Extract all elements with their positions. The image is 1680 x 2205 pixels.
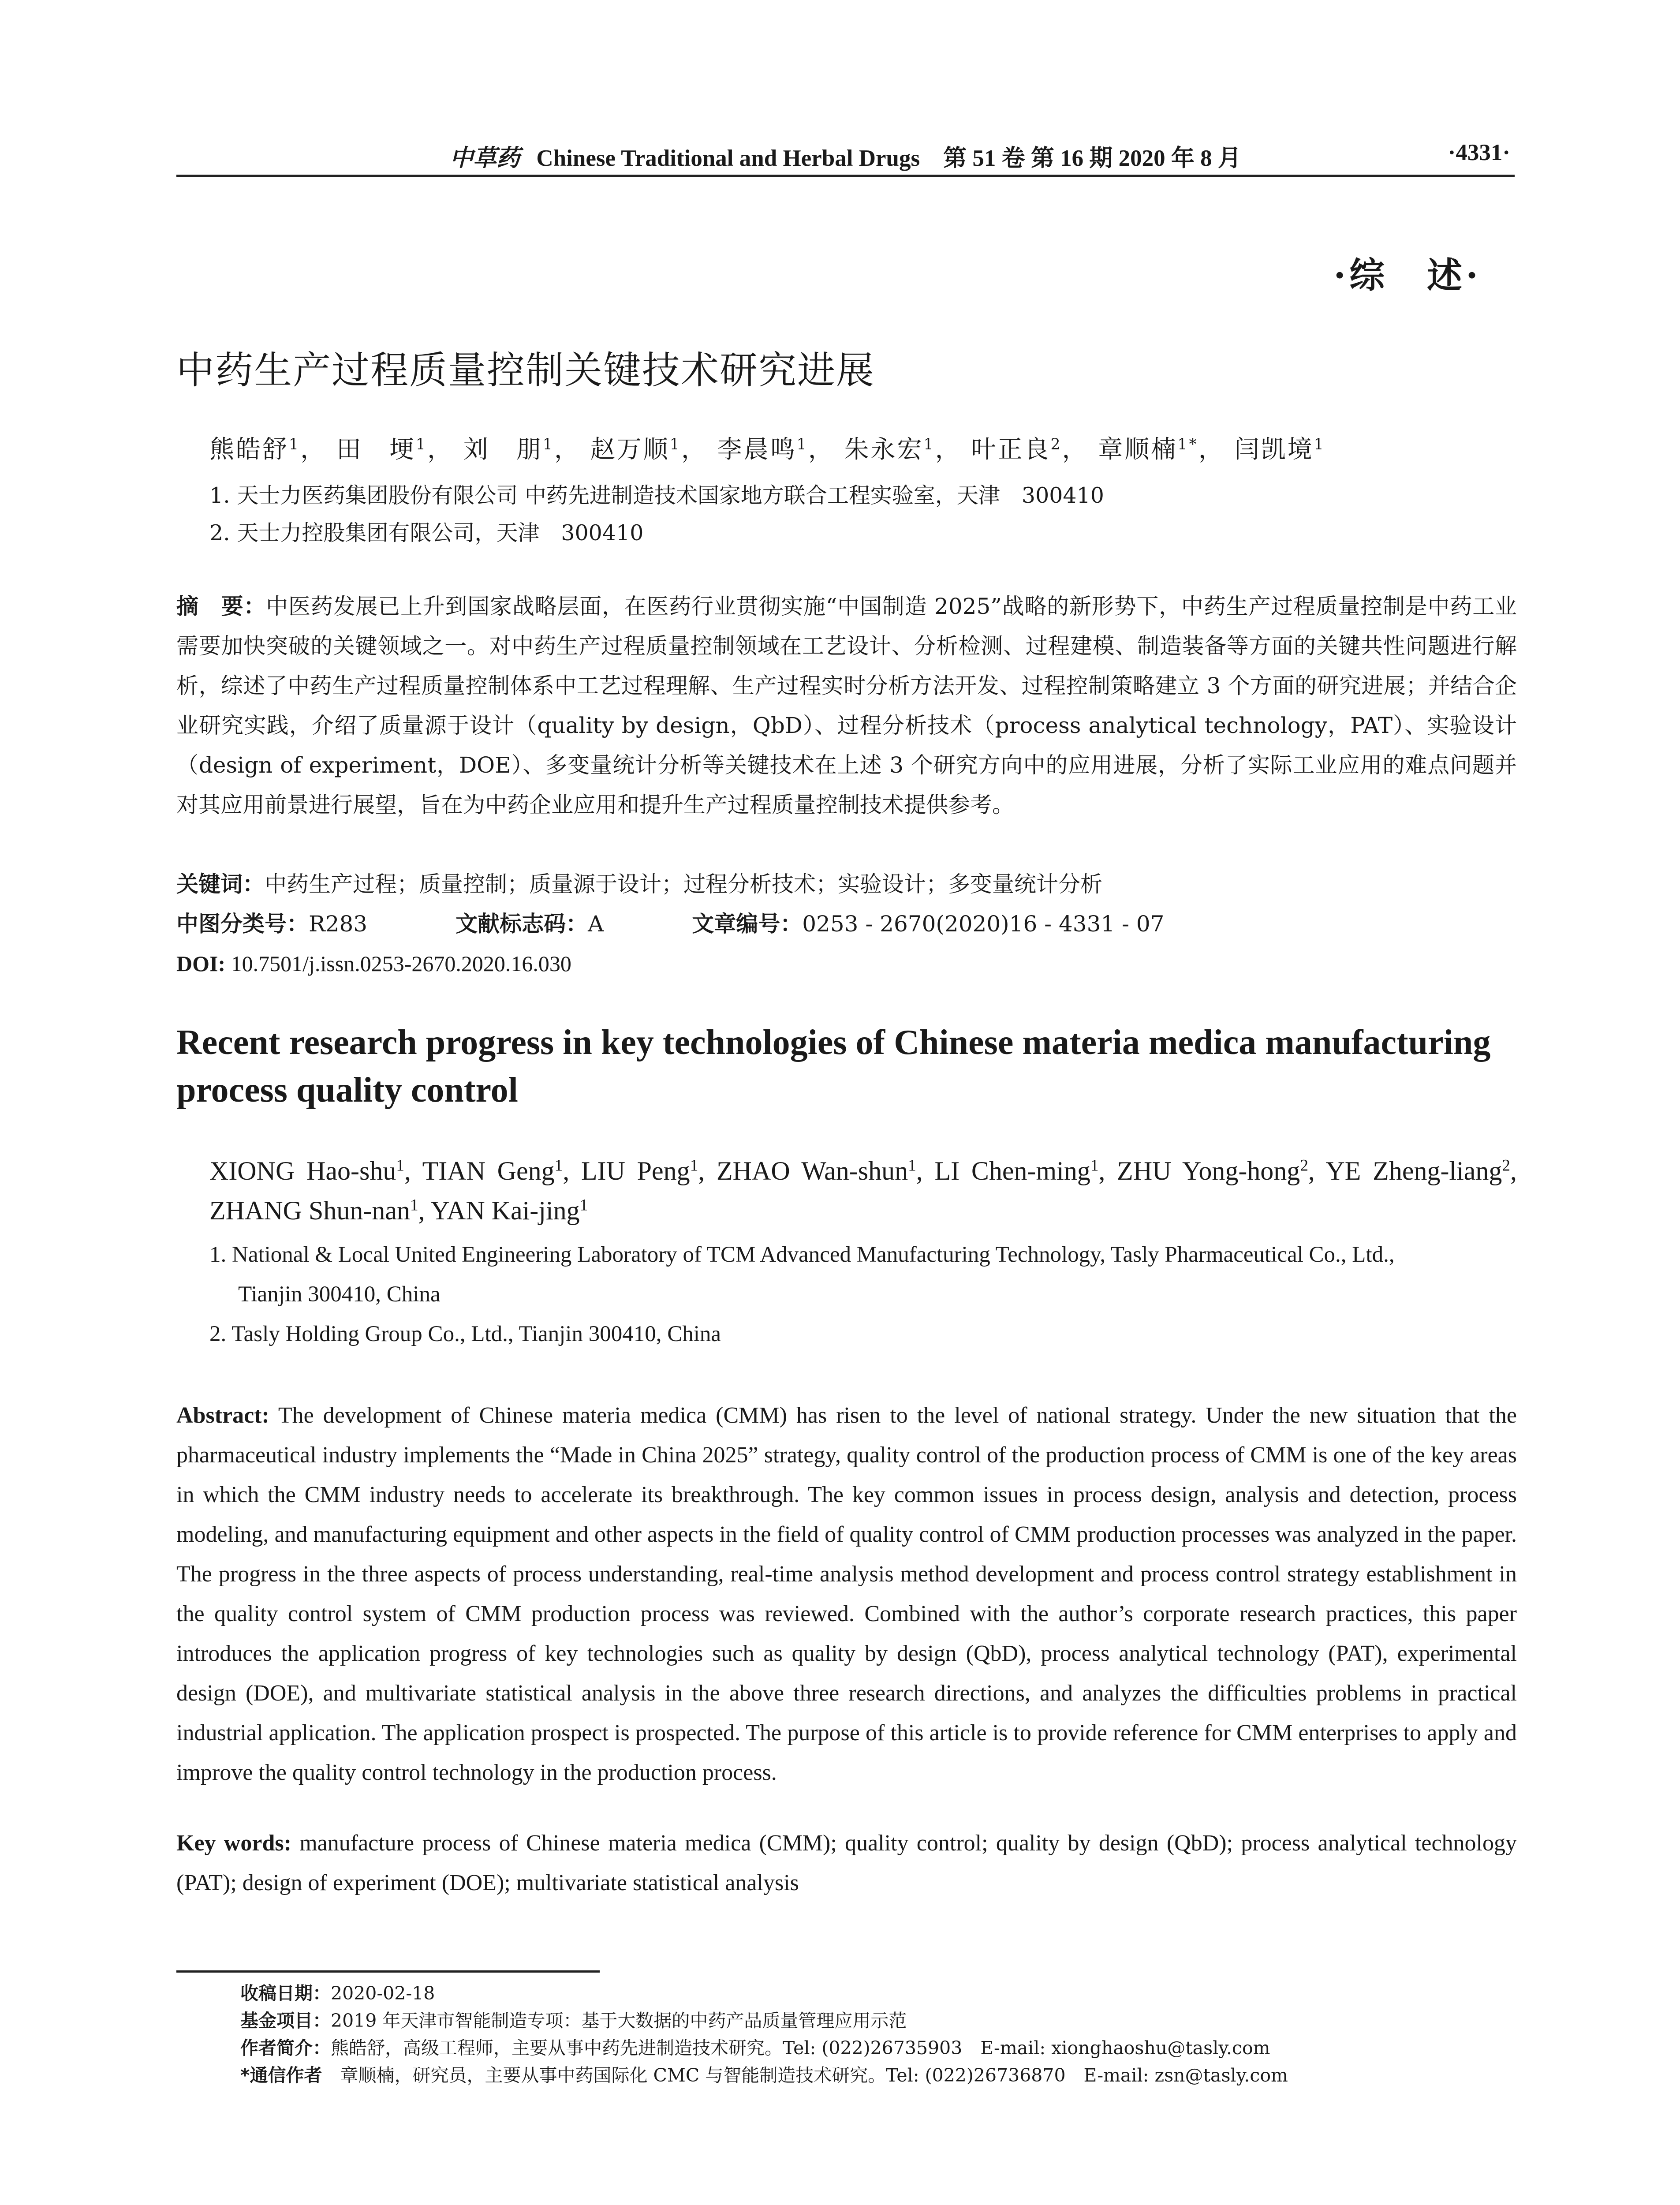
cn-keywords-text: 中药生产过程；质量控制；质量源于设计；过程分析技术；实验设计；多变量统计分析: [265, 871, 1102, 897]
en-author: YAN Kai-jing$^1$: [430, 1196, 588, 1225]
en-abstract-text: The development of Chinese materia medica (CMM) has risen to the level of national strategy. Under the new situation that the pharmaceutical industry implements the “Made in China 2025” strategy, quality control of the production process of CMM is one of the key areas in which the CMM industry needs to accelerate its breakthrough. The key common issues in process design, analysis and detection, process modeling, and manufacturing equipment and other aspects in the field of quality control of CMM production processes was analyzed in the paper. The progress in the three aspects of process understanding, real-time analysis method development and process control strategy establishment in the quality control system of CMM production process was reviewed. Combined with the author’s corporate research practices, this paper introduces the application progress of key technologies such as quality by design (QbD), process analytical technology (PAT), experimental design (DOE), and multivariate statistical analysis in the above three research directions, and analyzes the difficulties problems in practical industrial application. The application prospect is prospected. The purpose of this article is to provide reference for CMM enterprises to apply and improve the quality control technology in the production process.: [176, 1403, 1517, 1785]
cn-author: 熊皓舒$^1$: [209, 435, 301, 464]
cn-author: 刘 朋$^1$: [463, 435, 554, 464]
cn-keywords-label: 关键词：: [176, 871, 265, 897]
journal-line: [176, 139, 1515, 173]
cn-title: 中药生产过程质量控制关键技术研究进展: [176, 348, 875, 392]
journal-name-en: Chinese Traditional and Herbal Drugs: [536, 146, 920, 171]
cn-author: 赵万顺$^1$: [590, 435, 681, 464]
article-no-value: 0253 - 2670(2020)16 - 4331 - 07: [802, 911, 1165, 937]
en-affiliation-2: 2. Tasly Holding Group Co., Ltd., Tianjin 300410, China: [209, 1322, 721, 1346]
en-title: Recent research progress in key technologies of Chinese materia medica manufacturing process quality control: [176, 1023, 1491, 1110]
footnote-funding: 基金项目：2019 年天津市智能制造专项：基于大数据的中药产品质量管理应用示范: [240, 2010, 907, 2031]
footnote-received: 收稿日期：2020-02-18: [240, 1983, 435, 2004]
en-author: ZHU Yong-hong$^2$: [1117, 1156, 1308, 1185]
cn-abstract-label: 摘 要：: [176, 594, 266, 619]
en-keywords-text: manufacture process of Chinese materia medica (CMM); quality control; quality by design (QbD); process analytical technology (PAT); design of experiment (DOE); multivariate statistical analysis: [176, 1831, 1517, 1895]
en-author: LIU Peng$^1$: [581, 1156, 698, 1185]
cn-abstract-text: 中医药发展已上升到国家战略层面，在医药行业贯彻实施“中国制造 2025”战略的新形势下，中药生产过程质量控制是中药工业需要加快突破的关键领域之一。对中药生产过程质量控制领域在工艺设计、分析检测、过程建模、制造装备等方面的关键共性问题进行解析，综述了中药生产过程质量控制体系中工艺过程理解、生产过程实时分析方法开发、过程控制策略建立 3 个方面的研究进展；并结合企业研究实践，介绍了质量源于设计（quality by design，QbD）、过程分析技术（process analytical technology，PAT）、实验设计（design of experiment，DOE）、多变量统计分析等关键技术在上述 3 个研究方向中的应用进展，分析了实际工业应用的难点问题并对其应用前景进行展望，旨在为中药企业应用和提升生产过程质量控制技术提供参考。: [176, 594, 1517, 818]
en-keywords: [176, 1824, 1517, 1903]
footnote-rule: [176, 1970, 600, 1973]
cn-author: 田 埂$^1$: [336, 435, 427, 464]
en-author: ZHAO Wan-shun$^1$: [717, 1156, 916, 1185]
footnote-corresponding: *通信作者 章顺楠，研究员，主要从事中药国际化 CMC 与智能制造技术研究。Tel: (022)26736870 E-mail: zsn@tasly.com: [240, 2065, 1288, 2086]
en-author: YE Zheng-liang$^2$: [1325, 1156, 1510, 1185]
doc-code-value: A: [588, 911, 604, 937]
cn-affiliation-1: 1. 天士力医药集团股份有限公司 中药先进制造技术国家地方联合工程实验室，天津 300410: [209, 483, 1104, 508]
doi-value: 10.7501/j.issn.0253-2670.2020.16.030: [231, 951, 571, 976]
section-label: ·综 述·: [1333, 254, 1482, 296]
cn-author: 朱永宏$^1$: [844, 435, 935, 464]
journal-issue: 第 51 卷 第 16 期 2020 年 8 月: [943, 146, 1241, 171]
journal-name-cn: 中草药: [450, 146, 520, 171]
cn-affiliation-2: 2. 天士力控股集团有限公司，天津 300410: [209, 520, 644, 546]
clc-value: R283: [309, 911, 368, 937]
en-authors: XIONG Hao-shu$^1$, TIAN Geng$^1$, LIU Peng$^1$, ZHAO Wan-shun$^1$, LI Chen-ming$^1$, ZHU Yong-hong$^2$, YE Zheng-liang$^2$, ZHANG Shun-nan$^1$, YAN Kai-jing$^1$: [209, 1156, 1517, 1225]
cn-author: 李晨鸣$^1$: [717, 435, 808, 464]
en-author: XIONG Hao-shu$^1$: [209, 1156, 404, 1185]
article-no-label: 文章编号：: [692, 911, 803, 937]
en-author: TIAN Geng$^1$: [422, 1156, 563, 1185]
footnote-author-bio: 作者简介：熊皓舒，高级工程师，主要从事中药先进制造技术研究。Tel: (022)26735903 E-mail: xionghaoshu@tasly.com: [240, 2037, 1270, 2059]
en-author: LI Chen-ming$^1$: [934, 1156, 1099, 1185]
running-header: [176, 139, 1515, 177]
en-keywords-label: Key words:: [176, 1831, 291, 1856]
doi-line: [176, 944, 571, 983]
cn-abstract: [176, 587, 1517, 825]
en-abstract: [176, 1396, 1517, 1793]
doi-label: DOI:: [176, 951, 226, 976]
en-affiliation-1: 1. National & Local United Engineering Laboratory of TCM Advanced Manufacturing Technology, Tasly Pharmaceutical Co., Ltd., Tianjin 300410, China: [209, 1242, 1395, 1307]
clc-label: 中图分类号：: [176, 911, 309, 937]
en-abstract-label: Abstract:: [176, 1403, 269, 1428]
doc-code-label: 文献标志码：: [455, 911, 588, 937]
page-number: ·4331·: [1448, 140, 1510, 165]
cn-authors: 熊皓舒$^1$， 田 埂$^1$， 刘 朋$^1$， 赵万顺$^1$， 李晨鸣$^1$， 朱永宏$^1$， 叶正良$^2$， 章顺楠$^{1*}$， 闫凯境$^1$: [209, 435, 1325, 464]
cn-keywords: [176, 864, 1517, 904]
cn-classification-line: [176, 904, 1517, 944]
cn-author: 闫凯境$^1$: [1234, 435, 1325, 464]
cn-author: 章顺楠$^{1*}$: [1098, 435, 1198, 464]
cn-author: 叶正良$^2$: [971, 435, 1062, 464]
en-author: ZHANG Shun-nan$^1$: [209, 1196, 418, 1225]
